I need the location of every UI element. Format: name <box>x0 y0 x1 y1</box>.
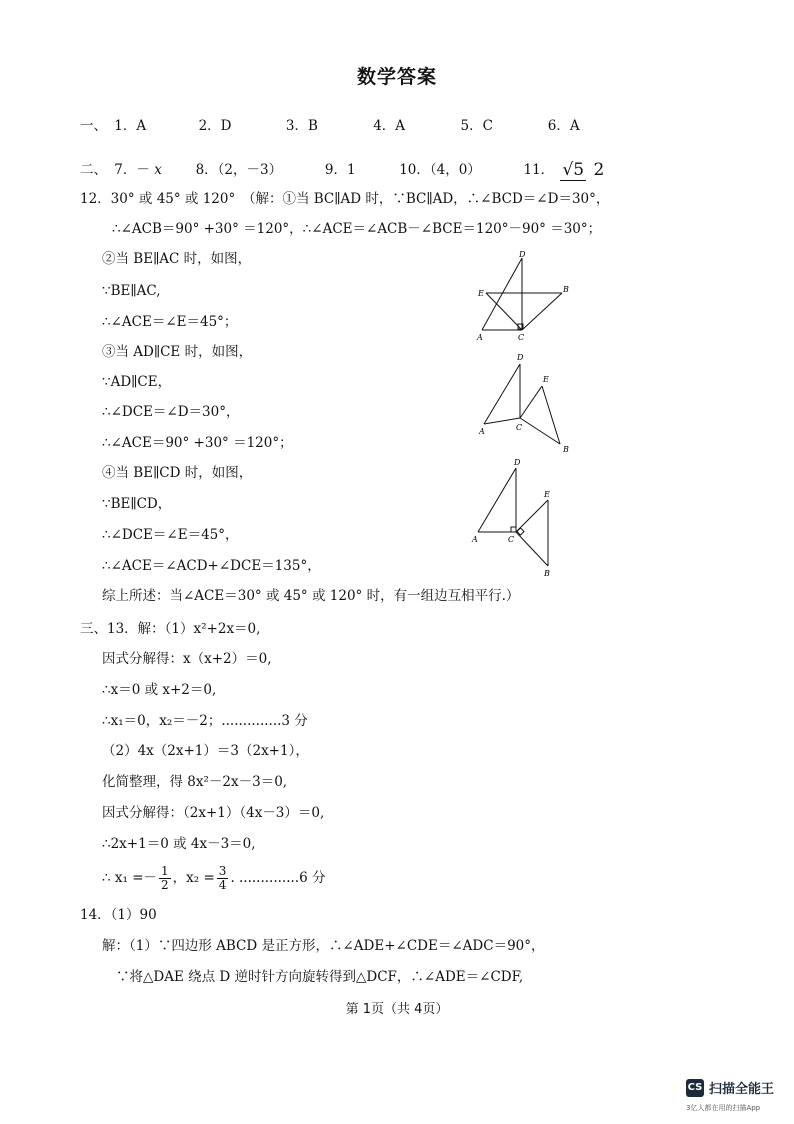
fig3-label-c: C <box>508 535 515 544</box>
q13-root2-label: ，x₂ = <box>172 870 215 886</box>
q12-line-10: ④当 BE∥CD 时，如图， <box>102 465 253 481</box>
answer-2: 2．D <box>198 118 232 134</box>
q13-line-6: 化简整理，得 8x²－2x－3＝0, <box>102 774 288 790</box>
fig2-label-c: C <box>516 423 523 432</box>
fig2-label-b: B <box>563 445 569 454</box>
fig1-label-b: B <box>563 285 569 294</box>
cs-tagline: 3亿人都在用的扫描App <box>686 1104 761 1112</box>
fig3-label-d: D <box>514 458 521 467</box>
q13-line-8: ∴2x+1＝0 或 4x－3＝0, <box>102 836 256 852</box>
q13-root2-numerator: 3 <box>218 864 227 878</box>
q12-line-12: ∴∠DCE＝∠E＝45°， <box>102 527 239 543</box>
answer-3: 3．B <box>285 118 318 134</box>
answer-9: 9．1 <box>324 162 356 178</box>
section2-row <box>80 150 608 190</box>
q12-line-1: 12．30° 或 45° 或 120° （解：①当 BC∥AD 时，∵BC∥AD，∴∠BCD＝∠D＝30°， <box>80 191 610 207</box>
q13-root2-denominator: 4 <box>218 878 227 892</box>
q13-line-4: ∴x₁＝0，x₂＝－2；..............3 分 <box>102 713 308 729</box>
answer-7-text: 7．－ <box>114 162 150 178</box>
section1-prefix: 一、 <box>80 118 107 134</box>
section2-prefix: 二、 <box>80 162 107 178</box>
answer-10: 10．（4，0） <box>399 162 481 178</box>
q13-root1-label: ∴ x₁ =－ <box>102 870 158 886</box>
answer-6: 6．A <box>547 118 580 134</box>
q12-line-7: ∵AD∥CE， <box>102 374 172 390</box>
q13-line-3: ∴x＝0 或 x+2＝0, <box>102 682 217 698</box>
cs-app-name: 扫描全能王 <box>709 1082 775 1097</box>
fig2-label-d: D <box>517 353 524 362</box>
q13-root1-numerator: 1 <box>161 864 169 878</box>
fig3-label-b: B <box>544 569 550 578</box>
fig2-label-e: E <box>543 375 549 384</box>
q12-line-2: ∴∠ACB＝90° +30° ＝120°，∴∠ACE＝∠ACB－∠BCE＝120°－90° ＝30°； <box>112 221 602 237</box>
answer-11-denominator: 2 <box>593 159 605 180</box>
fig3-label-e: E <box>544 490 550 499</box>
q13-root2-fraction <box>217 865 229 892</box>
q12-line-8: ∴∠DCE＝∠D＝30°， <box>102 404 240 420</box>
q13-root1-fraction <box>159 865 171 892</box>
section1-row <box>80 117 580 135</box>
q12-line-14: 综上所述：当∠ACE＝30° 或 45° 或 120° 时，有一组边互相平行.） <box>102 588 520 604</box>
fig1-label-d: D <box>519 250 526 259</box>
fig2-label-a: A <box>479 427 485 436</box>
page-footer: 第 1页（共 4页） <box>345 1002 449 1017</box>
answer-7-var: x <box>154 162 162 178</box>
q14-line-3: ∵将△DAE 绕点 D 逆时针方向旋转得到△DCF，∴∠ADE＝∠CDF, <box>116 969 524 985</box>
q14-line-1: 14．（1）90 <box>80 907 157 923</box>
q12-line-11: ∵BE∥CD， <box>102 496 172 512</box>
cs-badge-icon: CS <box>686 1079 704 1097</box>
q13-line-7: 因式分解得：（2x+1）（4x－3）＝0, <box>102 805 325 821</box>
answer-1: 1．A <box>114 118 147 134</box>
q12-line-3: ②当 BE∥AC 时，如图， <box>102 251 252 267</box>
q12-line-6: ③当 AD∥CE 时，如图， <box>102 344 253 360</box>
answer-5: 5．C <box>460 118 493 134</box>
figure-be-parallel-cd <box>466 456 576 580</box>
fig1-label-a: A <box>477 333 483 342</box>
camscanner-logo <box>686 1078 774 1097</box>
fig3-label-a: A <box>472 535 478 544</box>
figure-be-parallel-ac <box>470 248 580 344</box>
q13-line-2: 因式分解得：x（x+2）＝0, <box>102 651 272 667</box>
q13-line-9 <box>102 862 325 894</box>
answer-8: 8．（2，－3） <box>195 162 283 178</box>
q13-line-1: 三、13．解：（1）x²+2x＝0, <box>80 621 261 637</box>
q14-line-2: 解：（1）∵四边形 ABCD 是正方形，∴∠ADE+∠CDE＝∠ADC＝90°， <box>102 938 545 954</box>
q12-line-4: ∵BE∥AC, <box>102 283 161 299</box>
answer-11-label: 11． <box>523 162 555 178</box>
q12-line-9: ∴∠ACE＝90° +30° ＝120°； <box>102 435 293 451</box>
answer-11-fraction <box>560 161 606 181</box>
answer-11-numerator: √5 <box>562 159 585 180</box>
answer-4: 4．A <box>373 118 406 134</box>
q12-line-5: ∴∠ACE＝∠E＝45°； <box>102 314 238 330</box>
q12-line-13: ∴∠ACE＝∠ACD+∠DCE＝135°， <box>102 558 321 574</box>
q13-line-5: （2）4x（2x+1）＝3（2x+1）， <box>102 743 309 759</box>
q13-root1-denominator: 2 <box>161 878 169 892</box>
answer-7 <box>114 150 191 190</box>
q13-score-6: . ..............6 分 <box>230 870 326 886</box>
fig1-label-e: E <box>478 289 484 298</box>
fig1-label-c: C <box>518 333 525 342</box>
answer-11 <box>523 150 608 190</box>
figure-ad-parallel-ce <box>470 350 580 456</box>
page-title: 数学答案 <box>356 66 437 88</box>
